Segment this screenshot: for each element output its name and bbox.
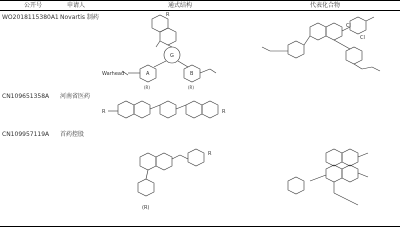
header-markush: 通式结构 [167, 2, 192, 9]
representative-structure-3 [258, 133, 398, 223]
rep-label-cl2: Cl [360, 35, 365, 41]
markush-label-warhead: Warhead [102, 71, 125, 77]
markush-label-a: A [146, 71, 150, 77]
rep-label-cl1: Cl [346, 23, 351, 29]
table-row [0, 11, 400, 91]
markush2-label-r1: R [102, 109, 106, 115]
representative-structure-1 [250, 11, 400, 91]
markush3-label-r1: (R) [142, 205, 150, 211]
markush-label-r-bottom-1: (R) [144, 85, 150, 90]
markush-structure-3 [120, 139, 230, 225]
markush-label-r1: R [166, 12, 170, 18]
markush3-label-r2: R [208, 151, 212, 157]
markush-label-r-bottom-2: (R) [188, 85, 194, 90]
pub-no-cell: CN109651358A [2, 93, 50, 100]
header-pub-no: 公开号 [23, 2, 42, 9]
table-bottom-rule [0, 226, 400, 227]
markush-structure-1 [100, 11, 220, 91]
applicant-cell: Novartis 制药 [60, 14, 99, 21]
pub-no-cell: WO2018115380A1 [2, 14, 59, 21]
header-applicant: 申请人 [66, 2, 85, 9]
applicant-cell: 首药控股 [60, 131, 85, 138]
markush-structure-2 [98, 91, 248, 129]
header-representative: 代表化合物 [309, 2, 340, 9]
markush-label-g: G [170, 53, 174, 59]
applicant-cell: 河南省医药 [60, 93, 91, 100]
pub-no-cell: CN109957119A [2, 131, 50, 138]
table-row [0, 129, 400, 225]
table-header [0, 0, 400, 11]
table-row [0, 91, 400, 129]
markush2-label-r2: R [222, 109, 226, 115]
markush-label-b: B [190, 71, 194, 77]
